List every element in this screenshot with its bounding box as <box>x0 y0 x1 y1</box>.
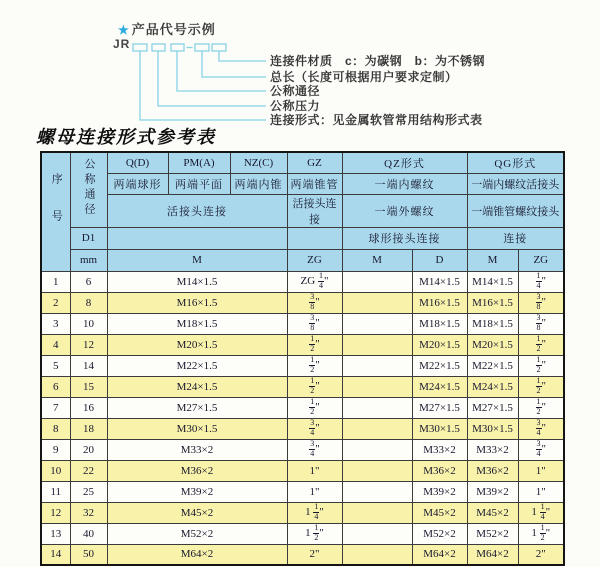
cell-qz_m <box>342 376 412 397</box>
cell-qz_m <box>342 502 412 523</box>
cell-dn: 8 <box>70 292 107 313</box>
header-group-gz: GZ <box>287 152 342 173</box>
cell-qg_zg: $\frac{1}{2}$ " <box>518 334 564 355</box>
table-row <box>41 271 564 292</box>
lead-line-length <box>202 51 266 77</box>
table-row <box>41 376 564 397</box>
cell-dn: 50 <box>70 544 107 565</box>
cell-no: 7 <box>41 397 70 418</box>
diagram-label-material: 连接件材质 c：为碳钢 b：为不锈钢 <box>270 54 486 68</box>
cell-qz_m <box>342 355 412 376</box>
cell-qg_zg: $\frac{1}{2}$ " <box>518 397 564 418</box>
cell-qg_m: M14×1.5 <box>467 271 518 292</box>
cell-qz_m <box>342 460 412 481</box>
cell-dn: 14 <box>70 355 107 376</box>
cell-no: 5 <box>41 355 70 376</box>
cell-dn: 22 <box>70 460 107 481</box>
header-sub-gz: 两端锥管 <box>287 173 342 194</box>
code-box-2 <box>152 44 165 51</box>
table-row <box>41 439 564 460</box>
cell-zg: 1" <box>287 481 342 502</box>
cell-m: M33×2 <box>107 439 287 460</box>
cell-qg_zg: $\frac{3}{8}$ " <box>518 313 564 334</box>
header-unit-zg2: ZG <box>518 249 564 271</box>
cell-zg: 2" <box>287 544 342 565</box>
header-mm: mm <box>70 249 107 271</box>
header-sub-qg: 一端内螺纹活接头 <box>467 173 564 194</box>
cell-m: M27×1.5 <box>107 397 287 418</box>
cell-qg_m: M30×1.5 <box>467 418 518 439</box>
header-sub-nzc: 两端内锥 <box>230 173 287 194</box>
table-row <box>41 397 564 418</box>
cell-no: 10 <box>41 460 70 481</box>
cell-qz_d: M52×2 <box>412 523 467 544</box>
cell-m: M16×1.5 <box>107 292 287 313</box>
cell-zg: $\frac{3}{8}$ " <box>287 292 342 313</box>
cell-zg: $\frac{3}{4}$ " <box>287 439 342 460</box>
cell-qz_d: M36×2 <box>412 460 467 481</box>
cell-qz_d: M14×1.5 <box>412 271 467 292</box>
cell-m: M52×2 <box>107 523 287 544</box>
cell-qz_d: M24×1.5 <box>412 376 467 397</box>
cell-qz_d: M22×1.5 <box>412 355 467 376</box>
cell-dn: 15 <box>70 376 107 397</box>
cell-qg_zg: 1" <box>518 481 564 502</box>
cell-qz_m <box>342 418 412 439</box>
cell-no: 12 <box>41 502 70 523</box>
header-group-qg: QG形式 <box>467 152 564 173</box>
header-nominal-diameter: 公称通径 <box>70 152 107 227</box>
cell-dn: 10 <box>70 313 107 334</box>
cell-dn: 20 <box>70 439 107 460</box>
cell-qg_zg: $\frac{1}{2}$ " <box>518 355 564 376</box>
cell-no: 14 <box>41 544 70 565</box>
header-sub-qd: 两端球形 <box>107 173 168 194</box>
header-taper-thread-joint: 一端锥管螺纹接头 <box>467 194 564 227</box>
cell-qz_d: M39×2 <box>412 481 467 502</box>
table-row <box>41 502 564 523</box>
table-row <box>41 481 564 502</box>
header-group-nzc: NZ(C) <box>230 152 287 173</box>
cell-no: 9 <box>41 439 70 460</box>
cell-qg_m: M39×2 <box>467 481 518 502</box>
cell-qz_m <box>342 271 412 292</box>
cell-qg_m: M24×1.5 <box>467 376 518 397</box>
header-sub-qz: 一端内螺纹 <box>342 173 467 194</box>
cell-qg_zg: 1 $\frac{1}{2}$ " <box>518 523 564 544</box>
lead-line-material <box>219 51 266 61</box>
header-unit-m2: M <box>342 249 412 271</box>
cell-qg_zg: $\frac{3}{8}$ " <box>518 292 564 313</box>
cell-qz_m <box>342 334 412 355</box>
code-box-5 <box>212 44 226 51</box>
cell-zg: $\frac{3}{4}$ " <box>287 418 342 439</box>
cell-dn: 32 <box>70 502 107 523</box>
cell-m: M24×1.5 <box>107 376 287 397</box>
code-box-4 <box>195 44 209 51</box>
diagram-label-diameter: 公称通径 <box>270 84 321 98</box>
cell-m: M36×2 <box>107 460 287 481</box>
header-sub-pma: 两端平面 <box>168 173 230 194</box>
table-row <box>41 544 564 565</box>
cell-m: M20×1.5 <box>107 334 287 355</box>
cell-dn: 16 <box>70 397 107 418</box>
cell-m: M22×1.5 <box>107 355 287 376</box>
header-unit-zg1: ZG <box>287 249 342 271</box>
cell-no: 1 <box>41 271 70 292</box>
table-row <box>41 313 564 334</box>
cell-qg_m: M16×1.5 <box>467 292 518 313</box>
header-unit-d: D <box>412 249 467 271</box>
code-prefix: JR <box>113 37 131 51</box>
header-external-thread: 一端外螺纹 <box>342 194 467 227</box>
diagram-label-connection: 连接形式：见金属软管常用结构形式表 <box>270 113 483 127</box>
cell-qz_m <box>342 292 412 313</box>
cell-qg_zg: $\frac{3}{4}$ " <box>518 418 564 439</box>
cell-m: M45×2 <box>107 502 287 523</box>
header-group-qz: QZ形式 <box>342 152 467 173</box>
header-d1: D1 <box>70 227 107 249</box>
cell-dn: 25 <box>70 481 107 502</box>
cell-dn: 18 <box>70 418 107 439</box>
header-ball-joint-connection: 球形接头连接 <box>342 227 467 249</box>
table-row <box>41 355 564 376</box>
cell-qz_d: M27×1.5 <box>412 397 467 418</box>
cell-qz_m <box>342 523 412 544</box>
cell-qz_m <box>342 481 412 502</box>
nut-connection-reference-table <box>40 151 565 566</box>
cell-m: M14×1.5 <box>107 271 287 292</box>
table-row <box>41 523 564 544</box>
diagram-label-length: 总长（长度可根据用户要求定制） <box>270 70 458 84</box>
table-row <box>41 418 564 439</box>
cell-no: 2 <box>41 292 70 313</box>
cell-qz_d: M30×1.5 <box>412 418 467 439</box>
cell-qg_m: M36×2 <box>467 460 518 481</box>
code-box-3 <box>171 44 184 51</box>
diagram-title <box>118 19 216 38</box>
cell-qz_d: M18×1.5 <box>412 313 467 334</box>
cell-no: 11 <box>41 481 70 502</box>
cell-qg_zg: $\frac{1}{2}$ " <box>518 376 564 397</box>
cell-qz_m <box>342 313 412 334</box>
header-seq: 序号 <box>41 152 70 271</box>
star-icon: ★ <box>118 23 130 37</box>
cell-qz_m <box>342 397 412 418</box>
cell-no: 6 <box>41 376 70 397</box>
cell-no: 4 <box>41 334 70 355</box>
cell-zg: $\frac{3}{8}$ " <box>287 313 342 334</box>
cell-qg_m: M64×2 <box>467 544 518 565</box>
table-header <box>41 152 564 271</box>
cell-qz_m <box>342 439 412 460</box>
cell-dn: 40 <box>70 523 107 544</box>
cell-zg: 1" <box>287 460 342 481</box>
cell-qg_m: M22×1.5 <box>467 355 518 376</box>
cell-qg_m: M52×2 <box>467 523 518 544</box>
table-title: 螺母连接形式参考表 <box>36 127 216 147</box>
cell-m: M39×2 <box>107 481 287 502</box>
cell-qz_d: M64×2 <box>412 544 467 565</box>
code-box-1 <box>133 44 147 51</box>
cell-zg: 1 $\frac{1}{2}$ " <box>287 523 342 544</box>
cell-zg: ZG $\frac{1}{4}$ " <box>287 271 342 292</box>
header-empty-left <box>107 227 287 249</box>
header-connection: 连接 <box>467 227 564 249</box>
cell-qg_m: M20×1.5 <box>467 334 518 355</box>
diagram-label-pressure: 公称压力 <box>270 99 321 113</box>
cell-dn: 6 <box>70 271 107 292</box>
cell-qg_zg: 2" <box>518 544 564 565</box>
header-union-connection: 活接头连接 <box>107 194 287 227</box>
cell-m: M30×1.5 <box>107 418 287 439</box>
cell-m: M18×1.5 <box>107 313 287 334</box>
header-empty-gz <box>287 227 342 249</box>
lead-line-diameter <box>177 51 266 91</box>
cell-qg_zg: $\frac{3}{4}$ " <box>518 439 564 460</box>
table-row <box>41 292 564 313</box>
cell-zg: $\frac{1}{2}$ " <box>287 376 342 397</box>
cell-qz_d: M45×2 <box>412 502 467 523</box>
table-row <box>41 334 564 355</box>
cell-qz_d: M20×1.5 <box>412 334 467 355</box>
cell-dn: 12 <box>70 334 107 355</box>
cell-qg_m: M45×2 <box>467 502 518 523</box>
table-row <box>41 460 564 481</box>
cell-no: 13 <box>41 523 70 544</box>
header-union-connection-gz: 活接头连接 <box>287 194 342 227</box>
cell-zg: $\frac{1}{2}$ " <box>287 334 342 355</box>
product-code-diagram <box>0 0 600 135</box>
cell-no: 8 <box>41 418 70 439</box>
header-unit-m1: M <box>107 249 287 271</box>
lead-line-pressure <box>158 51 266 106</box>
cell-qg_zg: 1 $\frac{1}{4}$ " <box>518 502 564 523</box>
diagram-title-text: 产品代号示例 <box>131 22 216 37</box>
table-body <box>41 271 564 565</box>
cell-zg: 1 $\frac{1}{4}$ " <box>287 502 342 523</box>
cell-m: M64×2 <box>107 544 287 565</box>
header-group-pma: PM(A) <box>168 152 230 173</box>
header-unit-m3: M <box>467 249 518 271</box>
cell-qg_m: M33×2 <box>467 439 518 460</box>
cell-zg: $\frac{1}{2}$ " <box>287 355 342 376</box>
cell-qz_m <box>342 544 412 565</box>
cell-qg_m: M27×1.5 <box>467 397 518 418</box>
cell-zg: $\frac{1}{2}$ " <box>287 397 342 418</box>
cell-no: 3 <box>41 313 70 334</box>
cell-qz_d: M33×2 <box>412 439 467 460</box>
cell-qg_m: M18×1.5 <box>467 313 518 334</box>
cell-qz_d: M16×1.5 <box>412 292 467 313</box>
header-group-qd: Q(D) <box>107 152 168 173</box>
cell-qg_zg: $\frac{1}{4}$ " <box>518 271 564 292</box>
cell-qg_zg: 1" <box>518 460 564 481</box>
